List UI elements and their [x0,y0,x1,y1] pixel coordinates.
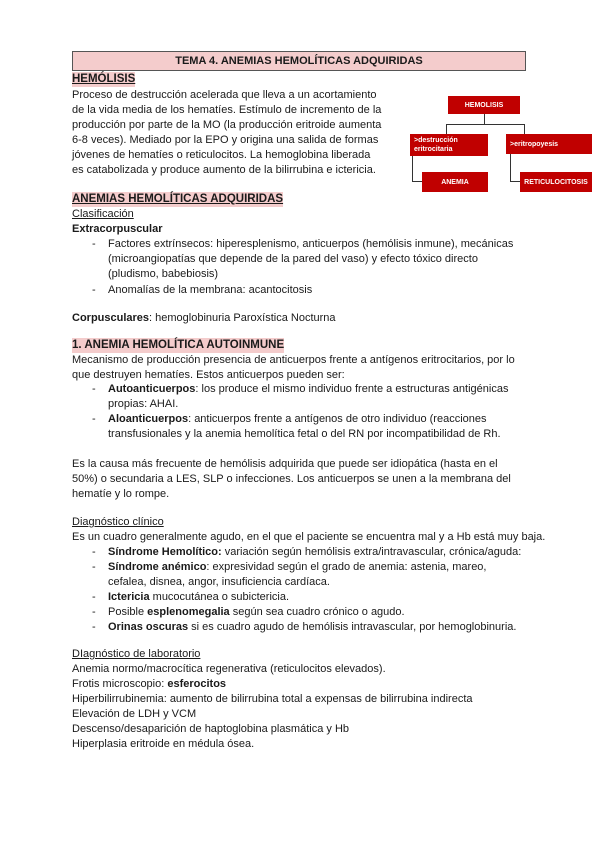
text-line: Elevación de LDH y VCM [72,708,197,720]
aha-heading: ANEMIAS HEMOLÍTICAS ADQUIRIDAS [72,193,284,205]
clinico-heading: Diagnóstico clínico [72,516,164,528]
diagram-connector [446,124,524,125]
item-text: variación según hemólisis extra/intravascular, crónica/aguda: [221,546,522,558]
aloanticuerpos-label: Aloanticuerpos [108,413,189,425]
diagram-box-hemolisis: HEMOLISIS [448,96,520,114]
diagram-connector [524,124,525,134]
item-bold: Síndrome anémico [108,561,207,573]
lab-heading: DIagnóstico de laboratorio [72,648,201,660]
item-bold: esplenomegalia [147,606,230,618]
text-line: Descenso/desaparición de haptoglobina plasmática y Hb [72,723,350,735]
text-line: 6-8 veces). Mediado por la EPO y origina una salida de formas [72,134,379,146]
diagram-connector [446,124,447,134]
autoanticuerpos-text: : los produce el mismo individuo frente a estructuras antigénicas [195,383,509,395]
item-bold: Orinas oscuras [108,621,189,633]
text-line [108,412,532,427]
diagram-connector [484,114,485,124]
text-line: Hiperplasia eritroide en médula ósea. [72,738,255,750]
text-line: - Anomalías de la membrana: acantocitosis [108,284,313,296]
corpusculares-line [72,311,336,326]
extracorpuscular-list [72,237,532,298]
autoanticuerpos-label: Autoanticuerpos [108,383,196,395]
text-line: cefalea, disnea, angor, insuficiencia cardíaca. [108,576,330,588]
item-text: mucocutánea o subictericia. [149,591,290,603]
diagram-box-eritropoyesis: >eritropoyesis [506,134,592,154]
clinico-intro: Es un cuadro generalmente agudo, en el que el paciente se encuentra mal y a Hb está muy baja. [72,531,546,543]
text-line: Es la causa más frecuente de hemólisis adquirida que puede ser idiopática (hasta en el [72,458,498,470]
text-line: (pludismo, babebiosis) [108,268,219,280]
lab-list [72,662,532,752]
hemolisis-paragraph [72,88,392,178]
text-line: que destruyen hematíes. Estos anticuerpos pueden ser: [72,369,345,381]
corpusculares-text: : hemoglobinuria Paroxística Nocturna [149,312,336,324]
item-text: : expresividad según el grado de anemia: astenia, mareo, [206,561,487,573]
clinico-list [72,545,532,635]
aloanticuerpos-text: : anticuerpos frente a antígenos de otro individuo (reacciones [188,413,487,425]
text-line: propias: AHAI. [108,398,179,410]
extracorpuscular-label: Extracorpuscular [72,223,163,235]
item-bold: Síndrome Hemolítico: [108,546,222,558]
text-line: producción por parte de la MO (la producción eritroide aumenta [72,119,382,131]
text-line: Hiperbilirrubinemia: aumento de bilirrubina total a expensas de bilirrubina indirecta [72,693,473,705]
esferocitos-text: esferocitos [167,678,227,690]
ahai-cause [72,457,511,502]
item-text: según sea cuadro crónico o agudo. [229,606,405,618]
diagram-connector [412,156,413,182]
text-line: Mecanismo de producción presencia de anticuerpos frente a antígenos eritrocitarios, por lo [72,354,515,366]
text-line [72,677,532,692]
diagram-box-destruccion: >destrucción eritrocitaria [410,134,488,156]
page-title: TEMA 4. ANEMIAS HEMOLÍTICAS ADQUIRIDAS [72,51,526,71]
corpusculares-label: Corpusculares [72,312,150,324]
diagram-connector [510,154,511,182]
diagram-box-reticulocitosis: RETICULOCITOSIS [520,172,592,192]
text-line [108,382,532,397]
list-item [72,620,532,635]
list-item [72,560,532,590]
list-item [72,605,532,620]
clasificacion-label: Clasificación [72,208,134,220]
anticuerpos-list [72,382,532,442]
list-item [72,382,532,412]
diagram-box-anemia: ANEMIA [422,172,488,192]
item-pre: Posible [108,606,148,618]
text-line: Anemia normo/macrocítica regenerativa (reticulocitos elevados). [72,663,386,675]
text-line: (microangiopatías que depende de la pared del vaso) y efecto tóxico directo [108,253,478,265]
diagram-connector [412,181,422,182]
hemolisis-heading: HEMÓLISIS [72,73,136,85]
ahai-intro [72,353,515,383]
list-item [72,237,532,282]
list-item [72,590,532,605]
item-bold: Ictericia [108,591,150,603]
list-item [72,545,532,560]
text-line: hematíe y lo rompe. [72,488,170,500]
text-line: jóvenes de hematíes o reticulocitos. La hemoglobina liberada [72,149,371,161]
text-line: Proceso de destrucción acelerada que lleva a un acortamiento [72,89,377,101]
list-item [72,283,532,298]
text-line [108,560,532,575]
text-line: - Factores extrínsecos: hiperesplenismo, anticuerpos (hemólisis inmune), mecánicas [108,238,514,250]
text-line: transfusionales y la anemia hemolítica fetal o del RN por incompatibilidad de Rh. [108,428,501,440]
item-text: si es cuadro agudo de hemólisis intravascular, por hemoglobinuria. [188,621,517,633]
list-item [72,412,532,442]
frotis-label: Frotis microscopio: [72,678,168,690]
text-line: es catabolizada y produce aumento de la bilirrubina e ictericia. [72,164,376,176]
text-line: 50%) o secundaria a LES, SLP o infecciones. Los anticuerpos se unen a la membrana del [72,473,511,485]
diagram-connector [510,181,520,182]
ahai-heading: 1. ANEMIA HEMOLÍTICA AUTOINMUNE [72,339,285,351]
text-line: de la vida media de los hematíes. Estímulo de incremento de la [72,104,382,116]
